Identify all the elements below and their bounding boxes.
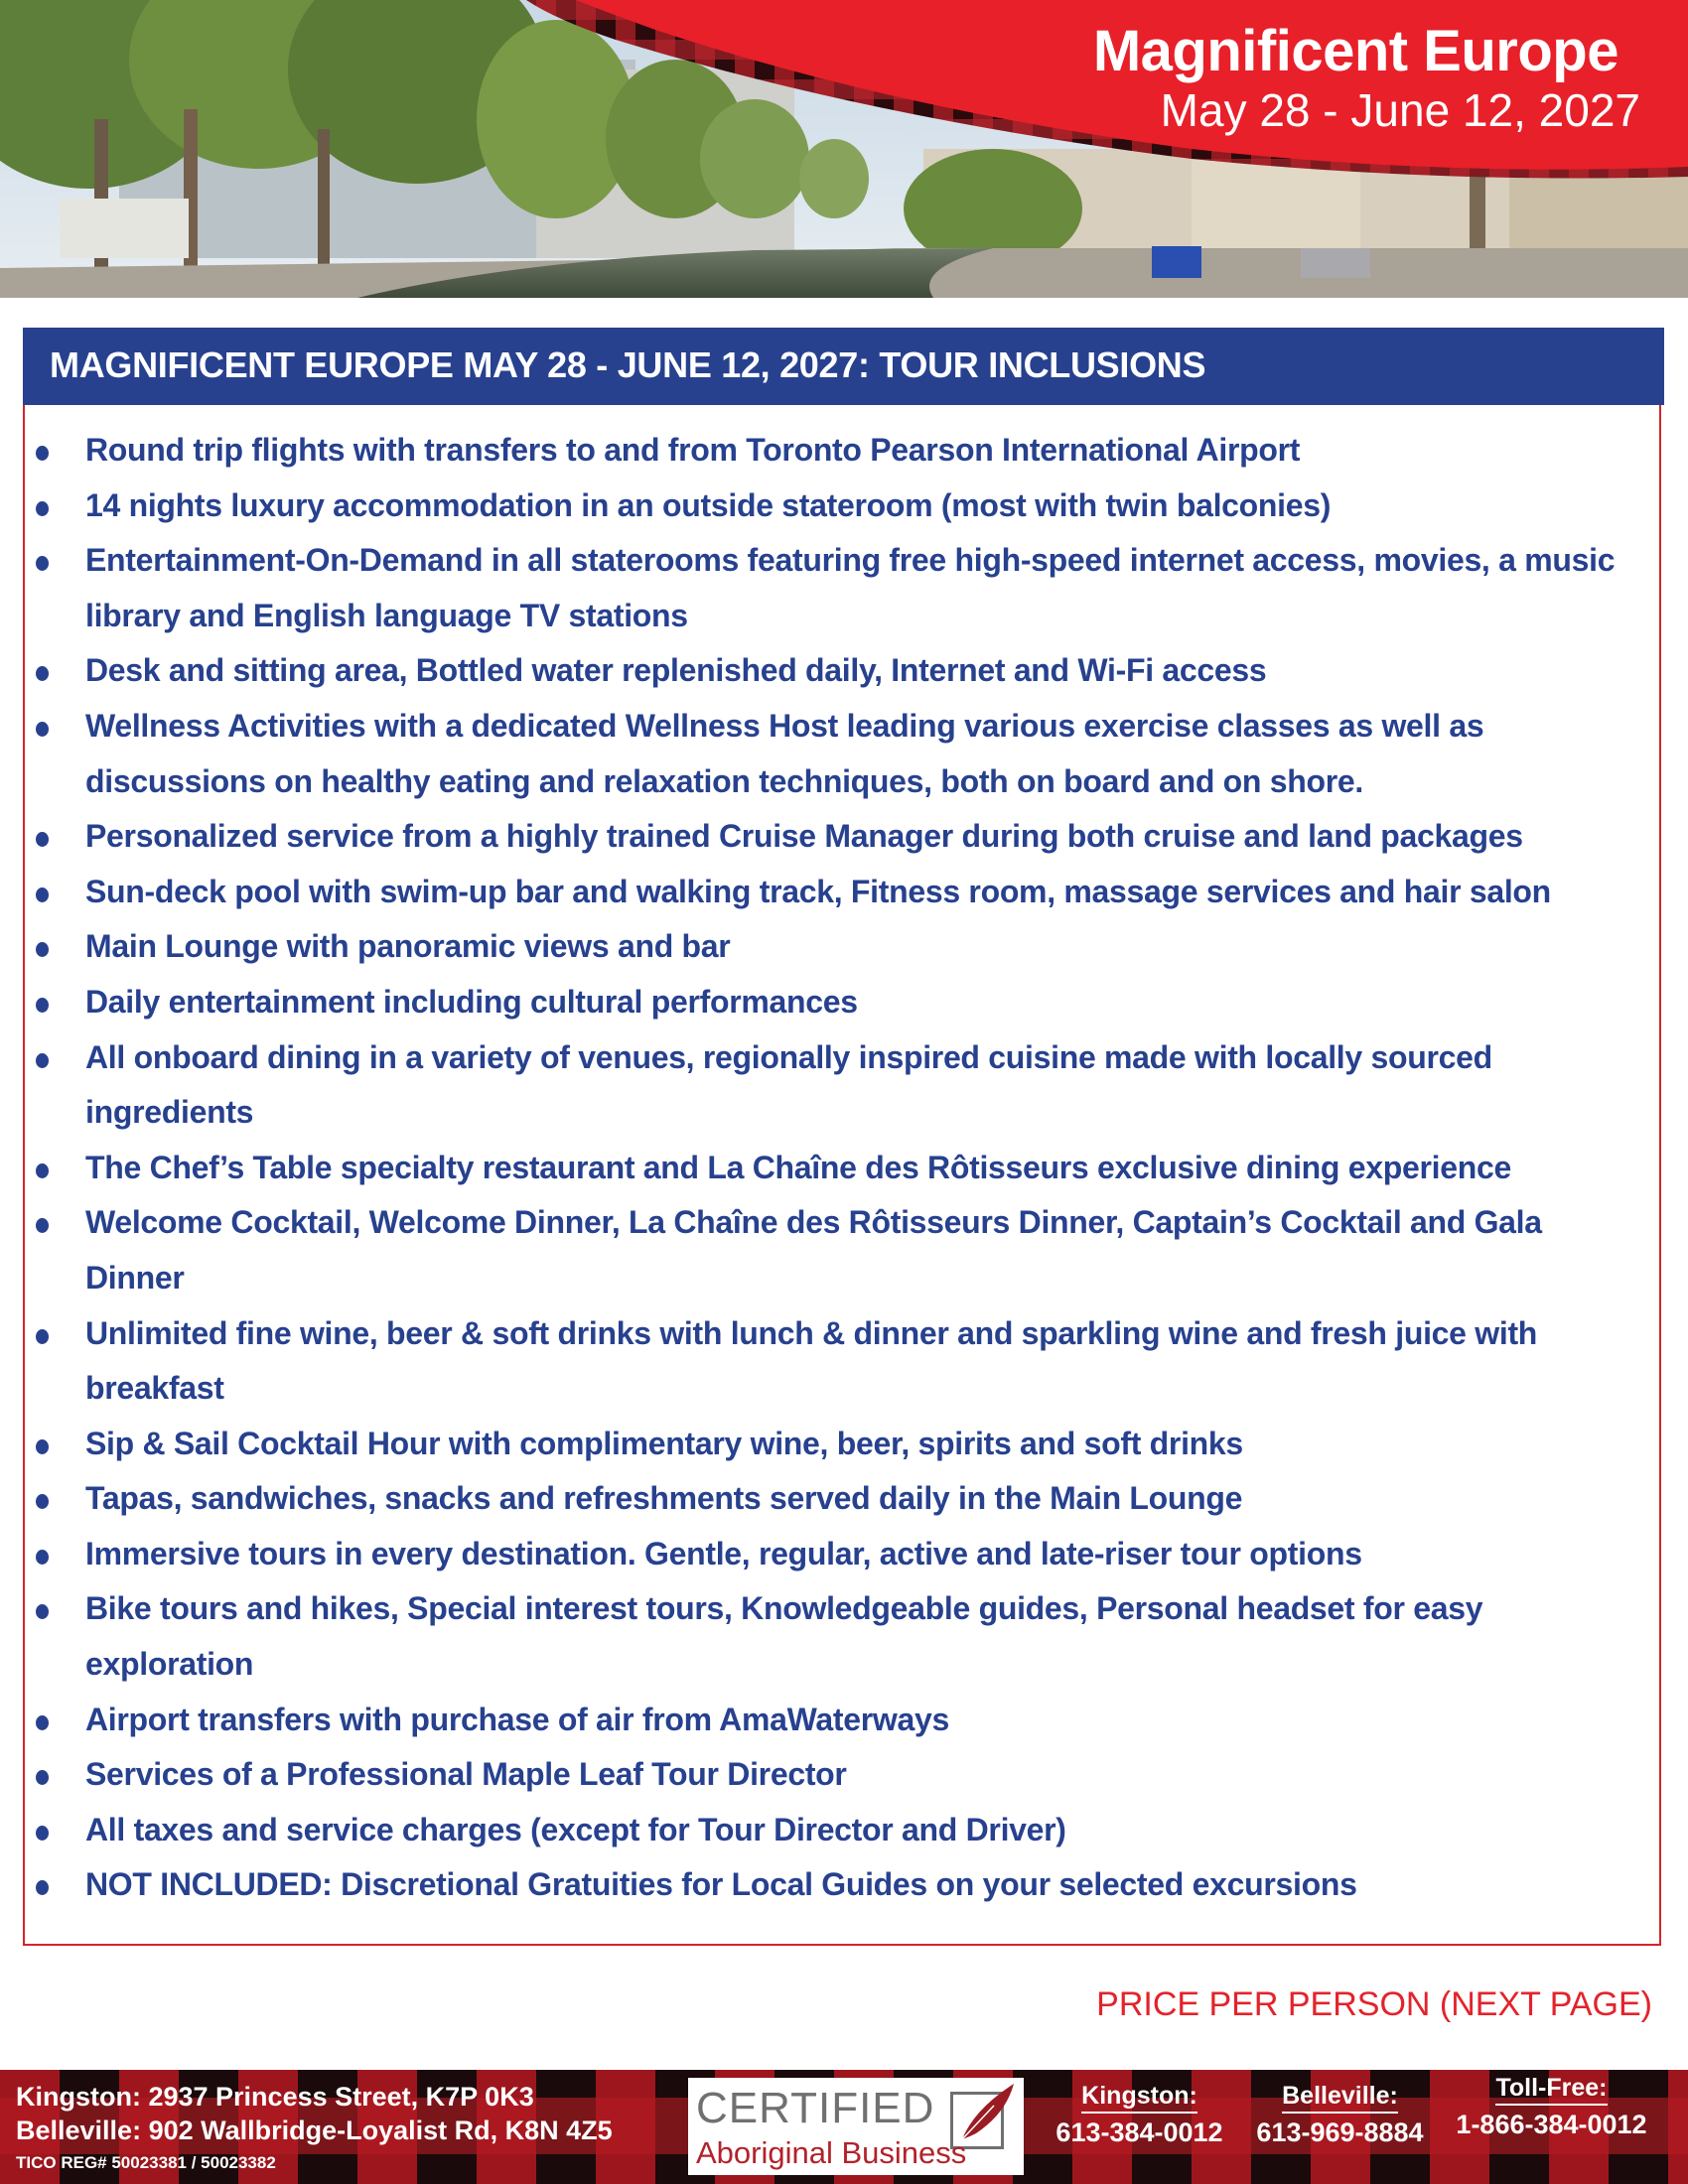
hero-banner (0, 0, 1688, 298)
hero-dates: May 28 - June 12, 2027 (1160, 84, 1640, 136)
list-item-text: 14 nights luxury accommodation in an outside stateroom (most with twin balconies) (85, 486, 1332, 523)
list-item (36, 1803, 1644, 1858)
list-item-text: The Chef’s Table specialty restaurant and La Chaîne des Rôtisseurs exclusive dining experience (85, 1149, 1511, 1185)
phone-label: Kingston: (1081, 2082, 1197, 2114)
list-item (36, 643, 1644, 699)
list-item-text: Desk and sitting area, Bottled water replenished daily, Internet and Wi-Fi access (85, 652, 1267, 689)
list-item-text: Immersive tours in every destination. Gentle, regular, active and late-riser tour options (85, 1535, 1362, 1571)
address-kingston: Kingston: 2937 Princess Street, K7P 0K3 (16, 2082, 534, 2112)
phone-toll-free (1445, 2074, 1658, 2140)
list-item-text: Round trip flights with transfers to and from Toronto Pearson International Airport (85, 432, 1301, 468)
bullet-icon (36, 1715, 49, 1730)
list-item-text: Main Lounge with panoramic views and bar (85, 928, 731, 965)
phone-number[interactable]: 1-866-384-0012 (1456, 2110, 1647, 2139)
bullet-icon (36, 832, 49, 847)
inclusions-header (23, 328, 1664, 405)
list-item-text: Welcome Cocktail, Welcome Dinner, La Chaîne des Rôtisseurs Dinner, Captain’s Cocktail and Gala Dinner (85, 1204, 1542, 1296)
list-item (36, 919, 1644, 975)
list-item-text: Services of a Professional Maple Leaf Tour Director (85, 1756, 847, 1793)
list-item-text: Entertainment-On-Demand in all staterooms featuring free high-speed internet access, movies, a music library and English language TV stations (85, 542, 1616, 633)
list-item (36, 1581, 1644, 1692)
bullet-icon (36, 1163, 49, 1178)
bullet-icon (36, 1439, 49, 1454)
phone-label: Toll-Free: (1495, 2074, 1607, 2106)
phone-label: Belleville: (1282, 2082, 1398, 2114)
bullet-icon (36, 446, 49, 461)
bullet-icon (36, 666, 49, 681)
list-item (36, 865, 1644, 920)
tico-registration: TICO REG# 50023381 / 50023382 (16, 2153, 276, 2172)
bullet-icon (36, 1053, 49, 1068)
bullet-icon (36, 1826, 49, 1841)
bullet-icon (36, 1550, 49, 1565)
phone-kingston (1043, 2082, 1236, 2148)
address-belleville: Belleville: 902 Wallbridge-Loyalist Rd, K8N 4Z5 (16, 2116, 613, 2145)
list-item (36, 1030, 1644, 1141)
list-item-text: Sip & Sail Cocktail Hour with complimentary wine, beer, spirits and soft drinks (85, 1425, 1243, 1461)
list-item (36, 1747, 1644, 1803)
price-per-person-note: PRICE PER PERSON (NEXT PAGE) (1096, 1985, 1652, 2023)
list-item (36, 1527, 1644, 1582)
badge-line2: Aboriginal Business (696, 2135, 967, 2170)
hero-title: Magnificent Europe (1092, 19, 1618, 83)
bullet-icon (36, 501, 49, 516)
badge-line1: CERTIFIED (696, 2084, 935, 2132)
list-item (36, 1195, 1644, 1305)
list-item-text: Bike tours and hikes, Special interest tours, Knowledgeable guides, Personal headset for easy exploration (85, 1590, 1483, 1683)
footer-bar (0, 2070, 1688, 2184)
list-item (36, 478, 1644, 534)
list-item-text: Sun-deck pool with swim-up bar and walking track, Fitness room, massage services and hair salon (85, 873, 1551, 909)
inclusions-heading: MAGNIFICENT EUROPE MAY 28 - JUNE 12, 2027: TOUR INCLUSIONS (50, 344, 1206, 385)
bullet-icon (36, 556, 49, 571)
list-item (36, 1141, 1644, 1196)
bullet-icon (36, 998, 49, 1013)
bullet-icon (36, 942, 49, 957)
inclusions-list (36, 423, 1644, 1913)
list-item (36, 699, 1644, 809)
certified-aboriginal-business-badge (688, 2078, 1024, 2175)
list-item (36, 533, 1644, 643)
phone-number[interactable]: 613-384-0012 (1055, 2117, 1223, 2147)
list-item (36, 1306, 1644, 1417)
list-item (36, 423, 1644, 478)
list-item-text: All onboard dining in a variety of venues, regionally inspired cuisine made with locally sourced ingredients (85, 1038, 1492, 1131)
list-item (36, 1471, 1644, 1527)
list-item (36, 1857, 1644, 1913)
bullet-icon (36, 1770, 49, 1785)
phone-belleville (1243, 2082, 1437, 2148)
list-item-text: Personalized service from a highly trained Cruise Manager during both cruise and land packages (85, 818, 1523, 855)
list-item-text: Airport transfers with purchase of air from AmaWaterways (85, 1701, 949, 1737)
list-item (36, 1693, 1644, 1748)
bullet-icon (36, 1329, 49, 1344)
list-item (36, 809, 1644, 865)
bullet-icon (36, 1494, 49, 1509)
bullet-icon (36, 1604, 49, 1619)
list-item-text: Daily entertainment including cultural performances (85, 983, 858, 1020)
list-item (36, 975, 1644, 1030)
bullet-icon (36, 722, 49, 737)
phone-number[interactable]: 613-969-8884 (1256, 2117, 1424, 2147)
bullet-icon (36, 887, 49, 902)
list-item-text: Wellness Activities with a dedicated Wellness Host leading various exercise classes as well as discussions on healthy eating and relaxation techniques, both on board and on shore. (85, 707, 1484, 799)
bullet-icon (36, 1880, 49, 1895)
list-item-text: NOT INCLUDED: Discretional Gratuities for Local Guides on your selected excursions (85, 1866, 1357, 1903)
list-item-text: Tapas, sandwiches, snacks and refreshments served daily in the Main Lounge (85, 1480, 1243, 1517)
list-item-text: All taxes and service charges (except for Tour Director and Driver) (85, 1811, 1066, 1847)
list-item (36, 1417, 1644, 1472)
list-item-text: Unlimited fine wine, beer & soft drinks with lunch & dinner and sparkling wine and fresh juice with breakfast (85, 1314, 1538, 1407)
bullet-icon (36, 1218, 49, 1233)
